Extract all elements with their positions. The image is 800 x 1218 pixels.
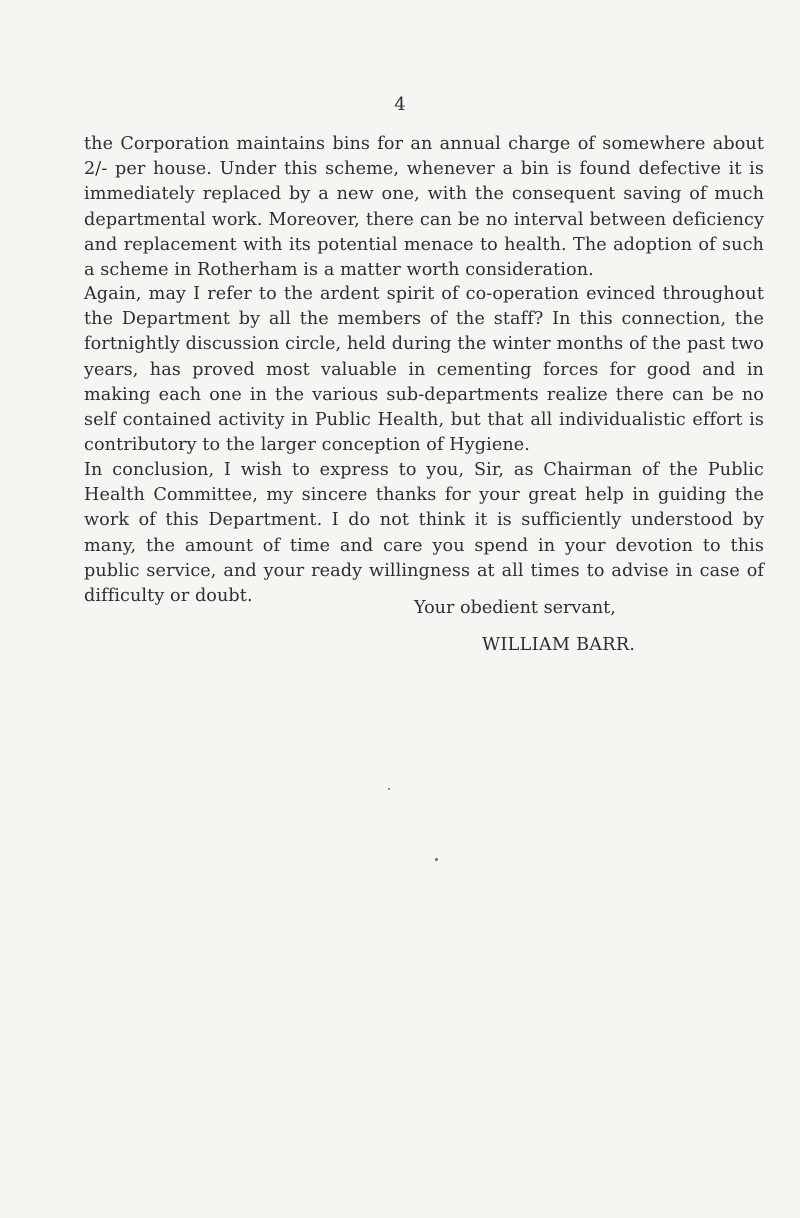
closing-salutation: Your obedient servant, [414, 598, 616, 618]
page-number: 4 [394, 94, 406, 115]
paragraph-conclusion: In conclusion, I wish to express to you, Sir, as Chairman of the Public Health Committee, my sincere thanks for your great help in guiding the work of this Department. I do not think it is sufficiently understood by many, the amount of time and care you spend in your devotion to this public service, and your ready willingness at all times to advise in case of difficulty or doubt. [84, 460, 764, 607]
paragraph-cooperation: Again, may I refer to the ardent spirit of co-operation evinced throughout the Department by all the members of the staff? In this connection, the fortnightly discussion circle, held during the winter months of the past two years, has proved most valuable in cementing forces for good and in making each one in the various sub-departments realize there can be no self contained activity in Public Health, but that all individualistic effort is contributory to the larger conception of Hygiene. [84, 284, 764, 456]
paper-speck [388, 788, 390, 790]
paper-speck [435, 858, 438, 861]
signature: WILLIAM BARR. [482, 635, 636, 655]
paragraph-bins-scheme: the Corporation maintains bins for an annual charge of somewhere about 2/- per house. Under this scheme, whenever a bin is found defective it is immediately replaced by a new one, with the consequent saving of much departmental work. Moreover, there can be no interval between deficiency and replacement with its potential menace to health. The adoption of such a scheme in Rotherham is a matter worth consideration. [84, 134, 764, 281]
